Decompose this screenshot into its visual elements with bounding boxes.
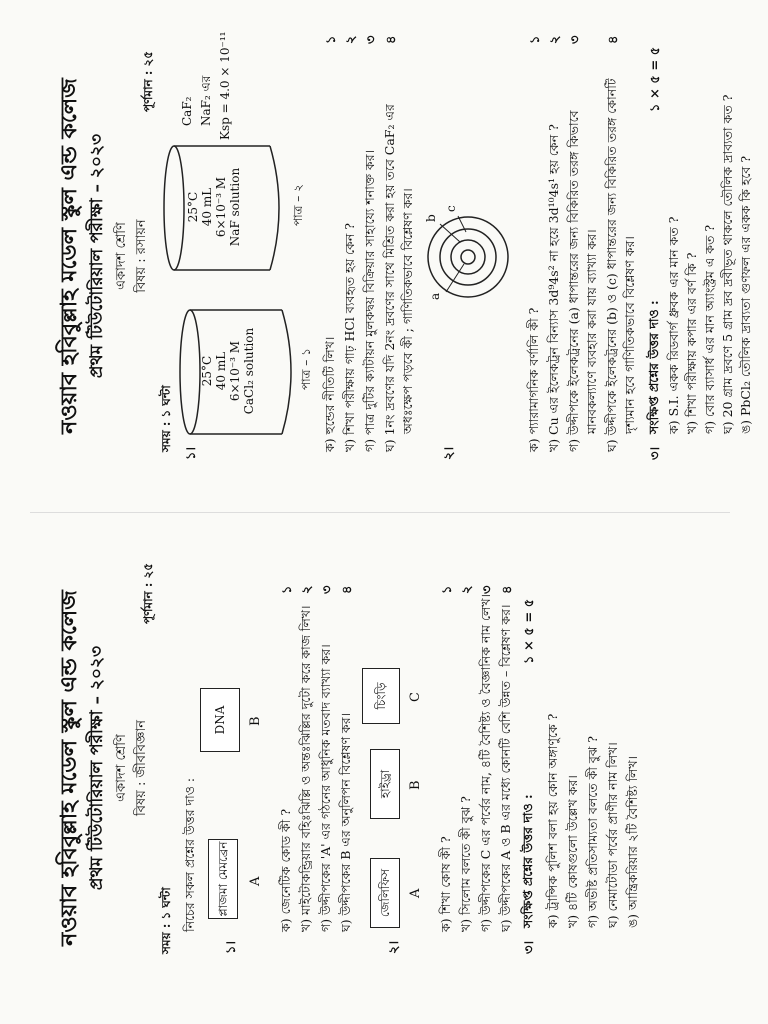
exam-time: সময় : ১ ঘন্টা [159,887,173,954]
question-mark: ৪ [500,585,515,594]
question-number: ২। [442,446,457,460]
instruction-text: নিচের সকল প্রশ্নের উত্তর দাও : [182,777,197,932]
compound-formula: CaF₂ [180,96,194,126]
orbit-label-b: b [424,214,438,222]
diagram-box: হাইড্রা [370,749,400,819]
question-number: ২। [387,940,402,954]
exam-title: প্রথম টিউটোরিয়াল পরীক্ষা – ২০২৩ [87,645,107,891]
question-mark: ১ [440,585,455,594]
compound-note: NaF₂ এর [199,75,213,126]
section-heading: সংক্ষিপ্ত প্রশ্নের উত্তর দাও : [520,794,535,928]
question-mark: ১ [324,35,339,44]
question-item: ঙ) আন্ত্রিকরিয়ার ২টি বৈশিষ্ট্য লিখ। [625,755,640,928]
question-item: খ) শিখা পরীক্ষায় কপার এর বর্ণ কি ? [684,252,699,434]
question-mark: ৪ [606,35,621,44]
diagram-label: B [408,780,423,790]
beaker-2-solution: NaF solution [228,167,242,247]
question-item: ক) প্যারামাগনিক বর্ণালি কী ? [526,307,541,452]
question-number: ১। [184,446,199,460]
question-item: গ) অভীষ্ট প্রতিসাম্যতা বলতে কী বুঝ ? [585,736,600,928]
subject-name: বিষয় : জীববিজ্ঞান [134,720,149,816]
question-number: ৩। [648,446,663,460]
question-mark: ২ [344,35,359,44]
question-item: খ) Cu এর ইলেকট্রন বিন্যাস 3d⁹4s² না হয়ে 3d¹⁰4s¹ হয় কেন ? [546,124,561,452]
question-item: ক) হুন্ডের নীতিটি লিখ। [322,336,337,452]
diagram-label: A [408,888,423,898]
question-item: ঙ) PbCl₂ তৌলিক দ্রাব্যতা গুণফল এর একক কি হবে ? [738,155,753,434]
question-item: ঘ) 20 গ্রাম দ্রবণে 5 গ্রাম দ্রব দ্রবীভূত থাকলে তৌলিক দ্রাব্যতা কত ? [720,94,735,434]
total-marks: পূর্ণমান : ২৫ [141,50,155,112]
question-mark: ৩ [364,35,379,44]
diagram-label: B [248,716,263,726]
question-mark: ২ [300,585,315,594]
beaker-1-temp: 25°C [200,355,214,387]
question-item: দৃশ্যমান হবে গাণিতিকভাবে বিশ্লেষণ কর। [622,236,637,434]
exam-title: প্রথম টিউটোরিয়াল পরীক্ষা – ২০২৩ [87,133,107,379]
beaker-2-concentration: 6×10⁻³ M [214,176,228,238]
section-marks: ১ × ৫ = ৫ [522,598,537,664]
question-mark: ৪ [340,585,355,594]
exam-time: সময় : ১ ঘন্টা [159,385,173,452]
question-number: ৩। [522,940,537,954]
diagram-label: C [408,692,423,702]
question-item: ঘ) নেমাটোডা পর্বের প্রাণীর নাম লিখ। [605,742,620,928]
question-item: ঘ) উদ্দীপকের B এর অনুলিপন বিশ্লেষণ কর। [338,712,353,932]
subject-name: বিষয় : রসায়ন [134,219,149,293]
question-item: খ) মাইটোকন্ড্রিয়ার বহিঃঝিল্লি ও অন্তঃঝিল্লির দুটো করে কাজ লিখ। [298,605,313,932]
beaker-1-label: পাত্র – ১ [299,348,313,390]
class-name: একাদশ শ্রেণি [114,734,129,802]
question-item: ঘ) উদ্দীপকের A ও B এর মধ্যে কোনটি বেশি উন্নত – বিশ্লেষণ কর। [498,604,513,932]
question-mark: ৩ [568,35,583,44]
question-item: ঘ) 1নং দ্রবণের যদি 2নং দ্রবণের সাথে মিশ্রিত করা হয় তবে CaF₂ এর [382,104,397,452]
question-item: খ) ৪টি কোষগুলো উল্লেখ কর। [565,775,580,928]
question-item: গ) উদ্দীপকের C এর পর্বের নাম, ৪টি বৈশিষ্ট্য ও বৈজ্ঞানিক নাম লেখ। [478,593,493,932]
question-item: মানবকল্যাণে ব্যবহার করা যায় ব্যাখ্যা কর। [584,229,599,434]
question-mark: ৩ [320,585,335,594]
diagram-box: প্লাজমা মেমব্রেন [208,839,238,919]
question-item: গ) বোর ব্যাসার্ধ এর মান অ্যাংস্ট্রম এ কত ? [702,224,717,434]
question-mark: ১ [280,585,295,594]
question-item: ক) শিখা কোষ কী ? [438,836,453,932]
diagram-box: চিংড়ি [362,668,400,724]
section-heading: সংক্ষিপ্ত প্রশ্নের উত্তর দাও : [646,300,661,434]
beaker-2-content [186,148,242,266]
class-name: একাদশ শ্রেণি [114,222,129,290]
biology-question-paper [0,512,768,1024]
beaker-2-label: পাত্র – ২ [291,184,305,226]
question-item: খ) সিলোম বলতে কী বুঝ ? [458,796,473,932]
question-item: গ) উদ্দীপকের 'A' এর গঠনের আধুনিক মতবাদ ব্যাখ্যা কর। [318,644,333,932]
orbit-label-c: c [444,205,458,212]
total-marks: পূর্ণমান : ২৫ [141,562,155,624]
orbit-label-a: a [428,292,442,300]
question-mark: ৩ [480,585,495,594]
question-mark: ৪ [384,35,399,44]
question-mark: ২ [548,35,563,44]
question-item: ক) S.I. একক রিডবার্গ ধ্রুবক এর মান কত ? [666,216,681,434]
beaker-1-solution: CaCl₂ solution [242,327,256,415]
question-item: ক) জেনেটিক কোড কী ? [278,808,293,932]
question-item: গ) উদ্দীপকে ইলেকট্রনের (a) ধাপান্তরের জন্য বিকিরিত তরঙ্গ কিভাবে [566,110,581,452]
diagram-label: A [248,876,263,886]
question-item: অধঃক্ষেপ পড়বে কী ; গাণিতিকভাবে বিশ্লেষণ কর। [400,188,415,434]
question-mark: ১ [528,35,543,44]
school-name: নওয়াব হবিবুল্লাহ মডেল স্কুল এন্ড কলেজ [56,590,82,946]
ksp-value: Ksp = 4.0 × 10⁻¹¹ [218,31,232,140]
beaker-1-concentration: 6×10⁻³ M [228,340,242,402]
question-mark: ২ [460,585,475,594]
beaker-2-temp: 25°C [186,191,200,223]
question-item: গ) পাত্র দুটির ক্যাটায়ন মুলকদ্বয় বিক্রিয়ার সাহায্যে শনাক্ত কর। [362,149,377,452]
section-marks: ১ × ৫ = ৫ [648,46,663,112]
question-number: ১। [224,940,239,954]
diagram-box: DNA [200,688,240,752]
page-fold-line [30,512,730,513]
beaker-2-volume: 40 mL [200,187,214,227]
question-item: ক) ট্রান্সিক পুলিশ বলা হয় কোন অঙ্গাণুকে ? [545,713,560,928]
diagram-box: জেলিফিস [370,858,400,928]
school-name: নওয়াব হবিবুল্লাহ মডেল স্কুল এন্ড কলেজ [56,78,82,434]
beaker-1-content [200,312,256,430]
question-item: ঘ) উদ্দীপকে ইলেকট্রনের (b) ও (c) ধাপান্তরের জন্য বিকিরিত তরঙ্গ কোনটি [604,78,619,452]
beaker-1-volume: 40 mL [214,351,228,391]
question-item: খ) শিখা পরীক্ষায় গাঢ় HCl ব্যবহৃত হয় কেন ? [342,223,357,452]
